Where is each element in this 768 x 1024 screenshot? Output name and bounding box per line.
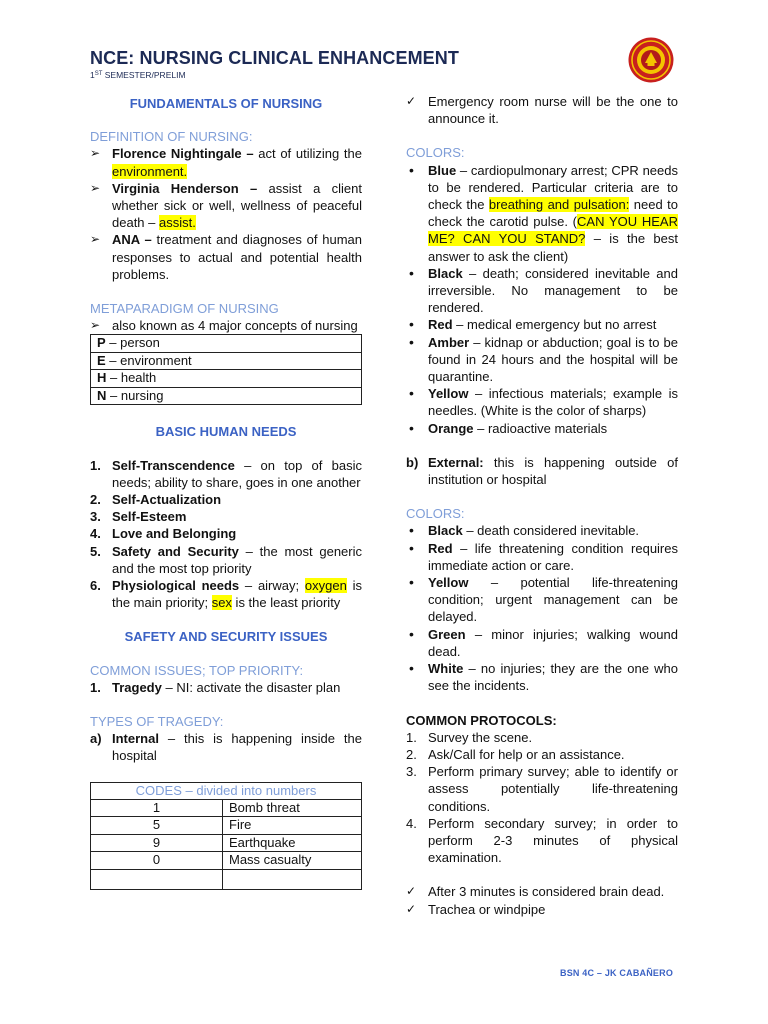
list-item xyxy=(90,508,362,525)
code-description: Fire xyxy=(223,817,362,835)
table-cell xyxy=(91,370,362,388)
list-number: 3. xyxy=(90,509,101,525)
protocols-heading: COMMON PROTOCOLS: xyxy=(406,712,557,728)
concept-text: – environment xyxy=(105,352,192,368)
basic-needs-heading: BASIC HUMAN NEEDS xyxy=(155,424,297,440)
code-description: Bomb threat xyxy=(223,799,362,817)
empty-cell xyxy=(223,869,362,889)
metaparadigm-text: also known as 4 major concepts of nursing xyxy=(112,318,358,334)
need-name: Self-Actualization xyxy=(112,492,222,508)
color-name: Orange xyxy=(428,420,474,436)
color-text: – medical emergency but no arrest xyxy=(452,317,657,333)
definition-name: Florence Nightingale – xyxy=(112,146,254,162)
table-row xyxy=(91,852,362,870)
color-item xyxy=(406,316,678,333)
list-item xyxy=(90,457,362,491)
need-name: Safety and Security xyxy=(112,543,239,559)
need-text: – on top of basic needs; ability to share, goes in one another xyxy=(112,457,362,490)
codes-table xyxy=(90,782,362,890)
bullet-icon: • xyxy=(409,316,414,333)
color-item xyxy=(406,265,678,317)
table-cell xyxy=(91,352,362,370)
bullet-icon: • xyxy=(409,574,414,591)
color-item xyxy=(406,334,678,386)
definition-name: ANA – xyxy=(112,232,152,248)
document-subtitle xyxy=(90,69,186,81)
list-item xyxy=(406,763,678,815)
need-text: is the least priority xyxy=(231,595,341,611)
definition-text: act of utilizing the xyxy=(253,146,362,162)
issue-name: Tragedy xyxy=(112,679,162,695)
highlighted-text: oxygen xyxy=(304,578,347,594)
checkmark-icon: ✓ xyxy=(406,94,417,108)
bullet-icon: • xyxy=(409,625,414,642)
color-name: Red xyxy=(428,540,453,556)
highlighted-text: CAN YOU HEAR ME? CAN YOU STAND? xyxy=(428,214,678,247)
arrow-bullet-icon: ➢ xyxy=(90,146,101,161)
need-name: Love and Belonging xyxy=(112,526,237,542)
bullet-icon: • xyxy=(409,385,414,402)
type-text: – this is happening inside the hospital xyxy=(112,731,362,764)
need-text: is the main priority; xyxy=(112,578,362,611)
need-name: Self-Transcendence xyxy=(112,457,235,473)
table-row xyxy=(91,370,362,388)
checkmark-icon: ✓ xyxy=(406,884,417,899)
color-name: Black xyxy=(428,265,463,281)
color-text: – no injuries; they are the one who see the incidents. xyxy=(428,661,678,694)
protocol-text: Ask/Call for help or an assistance. xyxy=(428,746,625,762)
type-text: this is happening outside of institution or hospital xyxy=(428,454,678,488)
color-item xyxy=(406,420,678,437)
concept-letter: H xyxy=(97,370,107,386)
color-name: Yellow xyxy=(428,386,469,402)
right-column xyxy=(406,93,678,918)
color-text: – life threatening condition requires immediate action or care. xyxy=(428,540,678,573)
table-row xyxy=(91,817,362,835)
document-title: NCE: NURSING CLINICAL ENHANCEMENT xyxy=(90,48,459,68)
color-item xyxy=(406,626,678,660)
color-name: White xyxy=(428,661,464,677)
table-row xyxy=(91,352,362,370)
color-text: – radioactive materials xyxy=(473,420,608,436)
list-number: 1. xyxy=(90,679,101,695)
concept-letter: N xyxy=(97,387,107,403)
list-item xyxy=(406,729,678,746)
arrow-bullet-icon: ➢ xyxy=(90,180,101,195)
color-text: – minor injuries; walking wound dead. xyxy=(428,626,678,659)
highlighted-text: assist. xyxy=(159,215,196,231)
list-item xyxy=(90,491,362,508)
definition-text: assist a client whether sick or well, wellness of peaceful death – xyxy=(112,180,362,231)
bullet-icon: • xyxy=(409,333,414,350)
color-item xyxy=(406,660,678,694)
list-number: 1. xyxy=(90,457,101,473)
list-item xyxy=(406,454,678,488)
color-text: – is the best answer to ask the client) xyxy=(428,231,678,264)
bullet-icon: • xyxy=(409,539,414,556)
table-cell xyxy=(91,335,362,353)
code-description: Mass casualty xyxy=(223,852,362,870)
issue-text: – NI: activate the disaster plan xyxy=(161,679,341,695)
check-text: Trachea or windpipe xyxy=(428,901,546,917)
list-number: 2. xyxy=(406,746,417,762)
need-name: Self-Esteem xyxy=(112,509,187,525)
semester-label: SEMESTER/PRELIM xyxy=(102,70,186,80)
definition-item xyxy=(90,231,362,283)
list-letter: b) xyxy=(406,454,419,470)
list-number: 4. xyxy=(406,815,417,831)
list-item xyxy=(90,525,362,542)
definition-item xyxy=(90,180,362,232)
arrow-bullet-icon: ➢ xyxy=(90,232,101,247)
needs-list xyxy=(90,457,362,612)
color-name: Red xyxy=(428,317,453,333)
concept-letter: E xyxy=(97,352,106,368)
checkmark-icon: ✓ xyxy=(406,901,417,916)
concept-text: – health xyxy=(106,370,157,386)
table-row xyxy=(91,335,362,353)
code-number: 0 xyxy=(91,852,223,870)
protocol-text: Perform secondary survey; in order to perform 2-3 minutes of physical examination. xyxy=(428,815,678,866)
metaparadigm-item xyxy=(90,317,362,334)
color-text: – cardiopulmonary arrest; CPR needs to be rendered. Particular criteria are to check the xyxy=(428,162,678,213)
list-item xyxy=(406,746,678,763)
list-number: 1. xyxy=(406,729,417,745)
check-item xyxy=(406,93,678,127)
check-item xyxy=(406,883,678,900)
codes-header: CODES – divided into numbers xyxy=(91,782,362,799)
bullet-icon: • xyxy=(409,660,414,677)
need-text: – the most generic and the most top priority xyxy=(112,543,362,576)
code-number: 9 xyxy=(91,834,223,852)
list-item xyxy=(406,815,678,867)
table-row xyxy=(91,387,362,405)
metaparadigm-heading: METAPARADIGM OF NURSING xyxy=(90,301,279,317)
definition-name: Virginia Henderson – xyxy=(112,180,258,196)
types-heading: TYPES OF TRAGEDY: xyxy=(90,714,224,730)
fundamentals-heading: FUNDAMENTALS OF NURSING xyxy=(129,96,323,111)
safety-heading: SAFETY AND SECURITY ISSUES xyxy=(124,629,328,645)
table-row xyxy=(91,799,362,817)
concept-letter: P xyxy=(97,335,106,351)
list-number: 3. xyxy=(406,764,417,780)
arrow-bullet-icon: ➢ xyxy=(90,318,101,333)
list-item xyxy=(90,543,362,577)
code-description: Earthquake xyxy=(223,834,362,852)
need-text: – airway; xyxy=(239,578,305,594)
color-item xyxy=(406,540,678,574)
concept-text: – person xyxy=(105,335,160,351)
table-row xyxy=(91,834,362,852)
semester-ordinal: ST xyxy=(94,71,103,77)
color-name: Green xyxy=(428,626,466,642)
need-name: Physiological needs xyxy=(112,578,240,594)
code-number: 1 xyxy=(91,799,223,817)
color-text: – death; considered inevitable and irreversible. No management to be rendered. xyxy=(428,265,678,316)
concept-text: – nursing xyxy=(106,387,164,403)
list-item xyxy=(90,730,362,764)
definition-heading: DEFINITION OF NURSING: xyxy=(90,129,253,145)
highlighted-text: sex xyxy=(211,595,232,611)
color-item xyxy=(406,522,678,539)
bullet-icon: • xyxy=(409,419,414,436)
left-column xyxy=(90,93,362,890)
check-text: After 3 minutes is considered brain dead. xyxy=(428,884,665,900)
protocol-text: Survey the scene. xyxy=(428,729,533,745)
list-letter: a) xyxy=(90,731,102,747)
type-name: External: xyxy=(428,454,484,470)
metaparadigm-table xyxy=(90,334,362,405)
color-name: Black xyxy=(428,523,463,539)
color-text: – kidnap or abduction; goal is to be found in 24 hours and the hospital will be quarantine. xyxy=(428,334,678,385)
color-text: – potential life-threatening condition; urgent management can be delayed. xyxy=(428,575,678,625)
semester-number: 1 xyxy=(90,70,95,80)
table-cell xyxy=(91,387,362,405)
list-number: 2. xyxy=(90,492,101,508)
color-text: – death considered inevitable. xyxy=(462,523,640,539)
color-text: need to check the carotid pulse. ( xyxy=(428,197,678,230)
empty-cell xyxy=(91,869,223,889)
list-number: 5. xyxy=(90,543,101,559)
university-seal-icon xyxy=(628,37,674,83)
code-number: 5 xyxy=(91,817,223,835)
type-name: Internal xyxy=(112,731,159,747)
table-header-row xyxy=(91,782,362,799)
bullet-icon: • xyxy=(409,522,414,539)
common-issues-heading: COMMON ISSUES; TOP PRIORITY: xyxy=(90,662,304,678)
list-number: 4. xyxy=(90,526,101,542)
color-item xyxy=(406,385,678,419)
protocol-text: Perform primary survey; able to identify or assess potentially life-threatening conditions. xyxy=(428,764,678,814)
list-item xyxy=(90,577,362,611)
check-text: Emergency room nurse will be the one to announce it. xyxy=(428,94,678,127)
color-item xyxy=(406,162,678,265)
bullet-icon: • xyxy=(409,161,414,178)
color-name: Blue xyxy=(428,162,457,178)
bullet-icon: • xyxy=(409,264,414,281)
colors-heading: COLORS: xyxy=(406,506,465,522)
highlighted-text: breathing and pulsation: xyxy=(488,197,630,213)
list-number: 6. xyxy=(90,578,101,594)
color-name: Amber xyxy=(428,334,470,350)
page-footer: BSN 4C – JK CABAÑERO xyxy=(560,968,674,978)
definition-text: treatment and diagnoses of human responses to actual and potential health problems. xyxy=(112,232,362,282)
color-name: Yellow xyxy=(428,575,469,591)
definition-item xyxy=(90,145,362,179)
highlighted-text: environment. xyxy=(112,163,188,179)
list-item xyxy=(90,679,362,696)
colors-heading: COLORS: xyxy=(406,145,465,161)
color-item xyxy=(406,574,678,626)
table-row xyxy=(91,869,362,889)
color-text: – infectious materials; example is needles. (White is the color of sharps) xyxy=(428,386,678,419)
check-item xyxy=(406,901,678,918)
